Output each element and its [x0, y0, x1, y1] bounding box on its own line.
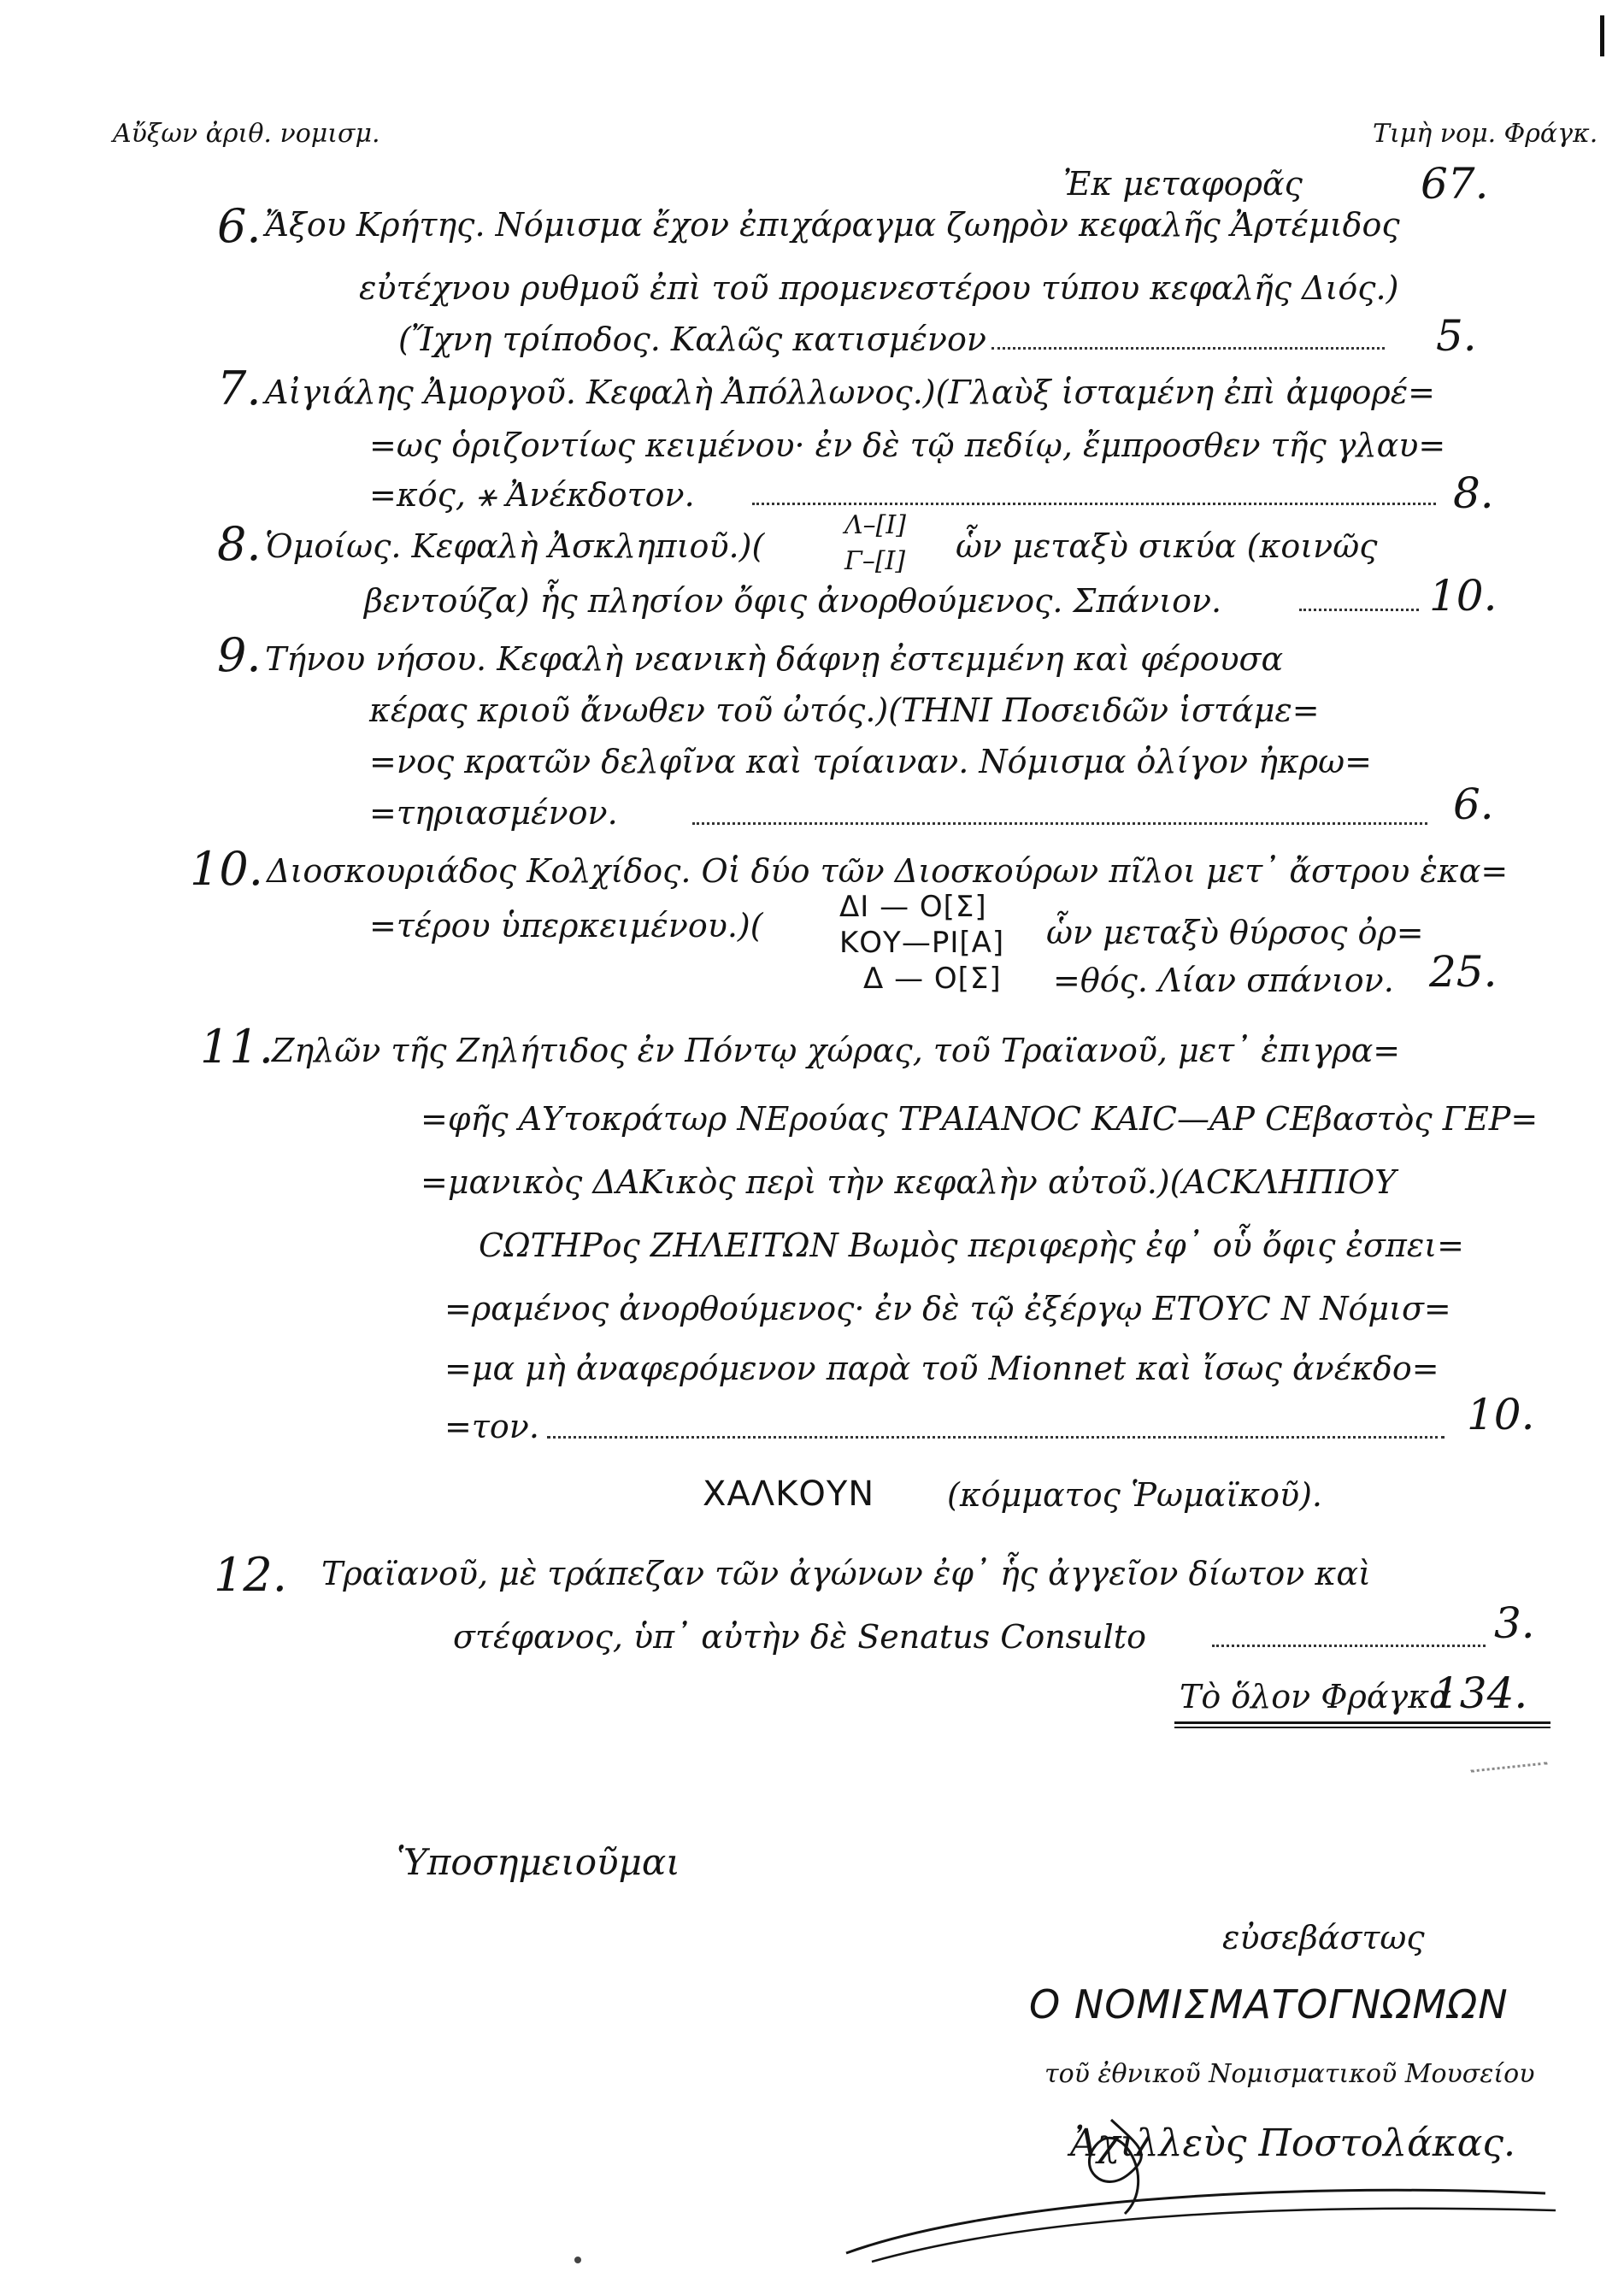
entry-line: =μανικὸς ΔΑΚικὸς περὶ τὴν κεφαλὴν αὐτοῦ.)(ΑϹΚΛΗΠΙΟΥ	[421, 1163, 1397, 1201]
section-heading-caps: ΧΑΛΚΟΥΝ	[703, 1474, 875, 1514]
entry-line: στέφανος, ὑπ᾽ αὐτὴν δὲ Senatus Consulto	[453, 1618, 1146, 1656]
total-amount: 134.	[1433, 1668, 1528, 1718]
leader-dots	[692, 822, 1427, 825]
entry-number: 11.	[200, 1020, 274, 1074]
entry-line: ὧν μεταξὺ θύρσος ὀρ=	[1046, 914, 1424, 951]
entry-line: ϹΩΤΗΡος ΖΗΛΕΙΤΩΝ Βωμὸς περιφερὴς ἐφ᾽ οὗ ὄφις ἐσπει=	[479, 1227, 1465, 1264]
bottom-speck	[574, 2257, 581, 2263]
monogram-line: ΔΙ — Ο[Σ]	[839, 890, 987, 924]
entry-line: ὧν μεταξὺ σικύα (κοινῶς	[956, 527, 1378, 565]
section-heading-rest: (κόμματος Ῥωμαϊκοῦ).	[947, 1476, 1323, 1514]
carry-label: Ἐκ μεταφορᾶς	[1063, 165, 1303, 203]
entry-line: Ζηλῶν τῆς Ζηλήτιδος ἐν Πόντῳ χώρας, τοῦ Τραϊανοῦ, μετ᾽ ἐπιγρα=	[272, 1032, 1401, 1069]
monogram-line: ΚΟΥ—ΡΙ[Α]	[839, 926, 1005, 960]
signoff-line2: Ο ΝΟΜΙΣΜΑΤΟΓΝΩΜΩΝ	[1029, 1981, 1509, 2027]
entry-line: =ως ὁριζοντίως κειμένου· ἐν δὲ τῷ πεδίῳ, ἔμπροσθεν τῆς γλαυ=	[369, 427, 1446, 464]
entry-line: Ὁμοίως. Κεφαλὴ Ἀσκληπιοῦ.)(	[265, 527, 765, 565]
entry-number: 6.	[217, 199, 262, 253]
monogram-line: Δ — Ο[Σ]	[863, 962, 1002, 996]
total-underline	[1174, 1721, 1550, 1724]
entry-amount: 25.	[1429, 947, 1497, 997]
entry-number: 7.	[217, 362, 262, 415]
column-header-price: Τιμὴ νομ. Φράγκ.	[1373, 119, 1598, 149]
entry-number: 8.	[217, 517, 262, 571]
total-underline-second	[1174, 1727, 1550, 1728]
monogram-top: Λ–[I]	[844, 510, 906, 540]
carry-amount: 67.	[1421, 159, 1489, 209]
signoff-line1: εὐσεβάστως	[1222, 1919, 1425, 1957]
signature-flourish	[821, 2086, 1573, 2274]
signoff-line3: τοῦ ἐθνικοῦ Νομισματικοῦ Μουσείου	[1044, 2059, 1535, 2089]
edge-mark	[1600, 15, 1604, 56]
entry-amount: 5.	[1436, 311, 1477, 361]
entry-line: Ἄξου Κρήτης. Νόμισμα ἔχον ἐπιχάραγμα ζωηρὸν κεφαλῆς Ἀρτέμιδος	[265, 206, 1400, 244]
entry-line: Αἰγιάλης Ἀμοργοῦ. Κεφαλὴ Ἀπόλλωνος.)(Γλαὺξ ἱσταμένη ἐπὶ ἀμφορέ=	[265, 374, 1435, 411]
entry-number: 12.	[214, 1548, 287, 1602]
entry-line: Διοσκουριάδος Κολχίδος. Οἱ δύο τῶν Διοσκούρων πῖλοι μετ᾽ ἄστρου ἑκα=	[267, 852, 1509, 890]
column-header-serial: Αὔξων ἀριθ. νομισμ.	[113, 119, 380, 149]
entry-line: =θός. Λίαν σπάνιον.	[1053, 962, 1394, 999]
entry-line: Τήνου νήσου. Κεφαλὴ νεανικὴ δάφνῃ ἐστεμμένη καὶ φέρουσα	[265, 640, 1284, 678]
leader-dots	[1299, 609, 1419, 611]
entry-line: κέρας κριοῦ ἄνωθεν τοῦ ὠτός.)(ΤΗΝΙ Ποσειδῶν ἱστάμε=	[369, 691, 1320, 729]
entry-amount: 10.	[1467, 1390, 1535, 1439]
entry-line: =τον.	[444, 1408, 539, 1445]
entry-line: =νος κρατῶν δελφῖνα καὶ τρίαιναν. Νόμισμα ὀλίγον ἠκρω=	[369, 743, 1372, 780]
entry-line: βεντούζα) ἧς πλησίον ὄφις ἀνορθούμενος. Σπάνιον.	[364, 582, 1222, 620]
leader-dots	[1212, 1645, 1486, 1647]
entry-number: 9.	[217, 628, 262, 682]
entry-amount: 10.	[1429, 571, 1497, 621]
entry-amount: 8.	[1453, 468, 1494, 518]
entry-line: =κός, ⚹ Ἀνέκδοτον.	[369, 476, 695, 514]
entry-line: =ραμένος ἀνορθούμενος· ἐν δὲ τῷ ἐξέργῳ ΕΤΟΥϹ Ν Νόμισ=	[444, 1290, 1451, 1327]
signoff-line4: Ἀχιλλεὺς Ποστολάκας.	[1070, 2121, 1515, 2165]
entry-line: εὐτέχνου ρυθμοῦ ἐπὶ τοῦ προμενεστέρου τύπου κεφαλῆς Διός.)	[359, 269, 1399, 307]
leader-dots	[547, 1436, 1445, 1439]
entry-line: (Ἴχνη τρίποδος. Καλῶς κατισμένον	[398, 321, 987, 358]
entry-line: =φῆς ΑΥτοκράτωρ ΝΕρούας ΤΡΑΙΑΝΟϹ ΚΑΙϹ—ΑΡ ϹΕβαστὸς ΓΕΡ=	[421, 1100, 1539, 1138]
smudge-mark	[1470, 1753, 1548, 1772]
total-label: Τὸ ὅλον Φράγκα	[1180, 1678, 1451, 1715]
leader-dots	[991, 347, 1385, 350]
entry-line: Τραϊανοῦ, μὲ τράπεζαν τῶν ἀγώνων ἐφ᾽ ἧς ἀγγεῖον δίωτον καὶ	[321, 1555, 1371, 1592]
entry-amount: 6.	[1453, 780, 1494, 829]
entry-number: 10.	[190, 842, 263, 896]
leader-dots	[752, 503, 1436, 505]
signoff-left: Ὑποσημειοῦμαι	[397, 1841, 680, 1883]
entry-amount: 3.	[1494, 1598, 1535, 1648]
monogram-bottom: Γ–[I]	[844, 546, 906, 576]
entry-line: =μα μὴ ἀναφερόμενον παρὰ τοῦ Mionnet καὶ ἴσως ἀνέκδο=	[444, 1350, 1439, 1387]
entry-line: =τέρου ὑπερκειμένου.)(	[369, 907, 763, 944]
entry-line: =τηριασμένον.	[369, 794, 618, 832]
